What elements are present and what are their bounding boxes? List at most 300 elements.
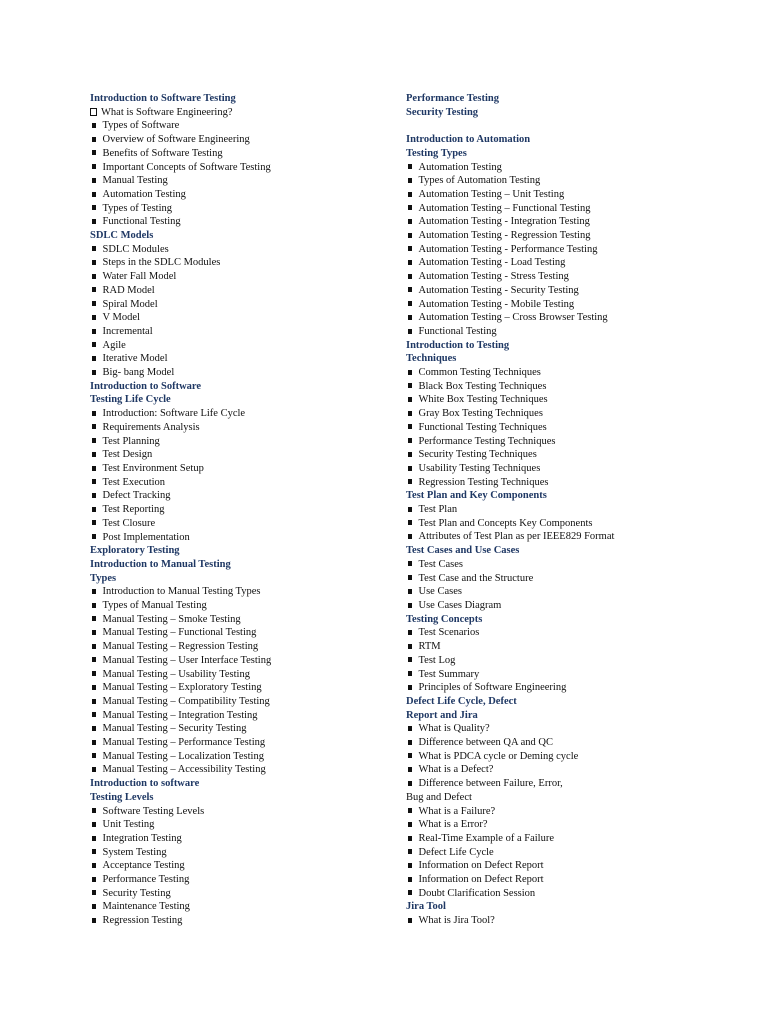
list-item-text: Principles of Software Engineering xyxy=(418,682,567,694)
left-column xyxy=(90,92,390,928)
list-item xyxy=(90,846,390,860)
list-item-text: Test Execution xyxy=(102,476,166,488)
list-item xyxy=(90,421,390,435)
list-item-text: Automation Testing – Cross Browser Testing xyxy=(418,312,608,324)
list-item-text: Maintenance Testing xyxy=(102,901,190,913)
list-item-text: Regression Testing Techniques xyxy=(418,476,549,488)
list-item xyxy=(406,599,736,613)
list-item xyxy=(90,270,390,284)
list-item xyxy=(406,435,736,449)
list-item-text: Automation Testing - Load Testing xyxy=(418,257,566,269)
square-bullet-icon xyxy=(408,164,412,169)
square-bullet-icon xyxy=(92,466,96,471)
square-bullet-icon xyxy=(408,301,412,306)
list-item-text: Test Design xyxy=(102,449,153,461)
list-item xyxy=(90,462,390,476)
list-item xyxy=(90,613,390,627)
list-item-text: Test Cases xyxy=(418,558,463,570)
list-item-text: Manual Testing – Functional Testing xyxy=(102,627,257,639)
list-item-text: Functional Testing xyxy=(102,216,181,228)
list-item-text: Manual Testing – Performance Testing xyxy=(102,737,266,749)
list-item xyxy=(90,243,390,257)
list-item-text: What is Software Engineering? xyxy=(101,106,233,118)
square-bullet-icon xyxy=(92,219,96,224)
list-item-text: Test Plan and Concepts Key Components xyxy=(418,517,593,529)
square-bullet-icon xyxy=(92,260,96,265)
square-bullet-icon xyxy=(92,137,96,142)
list-item-text: Types of Testing xyxy=(102,202,172,214)
square-bullet-icon xyxy=(92,479,96,484)
section-heading: Exploratory Testing xyxy=(90,545,180,557)
list-item-text: RTM xyxy=(418,641,441,653)
list-item xyxy=(90,503,390,517)
list-item xyxy=(90,325,390,339)
list-item-text: Test Planning xyxy=(102,435,160,447)
section-heading: Jira Tool xyxy=(406,901,446,913)
list-item-text: Test Reporting xyxy=(102,504,165,516)
list-item xyxy=(406,161,736,175)
list-item-text: Automation Testing – Unit Testing xyxy=(418,188,565,200)
square-bullet-icon xyxy=(408,397,412,402)
list-item xyxy=(90,626,390,640)
list-item xyxy=(406,517,736,531)
square-bullet-icon xyxy=(408,192,412,197)
section-heading: Testing Types xyxy=(406,147,467,159)
list-item xyxy=(90,133,390,147)
list-item xyxy=(406,832,736,846)
list-item-text: Automation Testing - Integration Testing xyxy=(418,216,590,228)
square-bullet-icon xyxy=(92,712,96,717)
square-bullet-icon xyxy=(92,123,96,128)
section-heading: Introduction to Software xyxy=(90,380,202,392)
list-item xyxy=(90,284,390,298)
list-item-text: Big- bang Model xyxy=(102,367,175,379)
square-bullet-icon xyxy=(92,603,96,608)
list-item xyxy=(406,873,736,887)
section-heading: Defect Life Cycle, Defect xyxy=(406,695,517,707)
list-item xyxy=(406,681,736,695)
square-bullet-icon xyxy=(92,329,96,334)
list-item-text: Unit Testing xyxy=(102,819,155,831)
list-item xyxy=(406,476,736,490)
list-item-text: Agile xyxy=(102,339,126,351)
list-item xyxy=(90,900,390,914)
list-item xyxy=(90,750,390,764)
list-item-text: Manual Testing – Integration Testing xyxy=(102,709,258,721)
list-item-text: Information on Defect Report xyxy=(418,860,544,872)
list-item-text: Security Testing xyxy=(102,887,171,899)
square-bullet-icon xyxy=(408,644,412,649)
list-item xyxy=(90,298,390,312)
list-item-text: Common Testing Techniques xyxy=(418,367,541,379)
square-bullet-icon xyxy=(408,452,412,457)
square-bullet-icon xyxy=(408,685,412,690)
list-item xyxy=(406,818,736,832)
list-item xyxy=(406,763,736,777)
square-bullet-icon xyxy=(92,904,96,909)
list-item xyxy=(406,722,736,736)
list-item xyxy=(90,873,390,887)
square-bullet-icon xyxy=(408,657,412,662)
list-item xyxy=(406,421,736,435)
list-item xyxy=(90,805,390,819)
list-item-text: Real-Time Example of a Failure xyxy=(418,832,554,844)
list-item xyxy=(406,654,736,668)
list-item-text: Performance Testing xyxy=(102,874,190,886)
list-item xyxy=(90,256,390,270)
square-bullet-icon xyxy=(92,438,96,443)
square-bullet-icon xyxy=(408,918,412,923)
square-bullet-icon xyxy=(408,849,412,854)
list-item-text: Manual Testing – Localization Testing xyxy=(102,750,264,762)
list-item xyxy=(406,366,736,380)
square-bullet-icon xyxy=(408,287,412,292)
section-heading: Introduction to software xyxy=(90,778,200,790)
list-item xyxy=(90,106,390,120)
list-item-text: Manual Testing – Usability Testing xyxy=(102,668,250,680)
list-item-text: RAD Model xyxy=(102,284,155,296)
list-item xyxy=(90,722,390,736)
list-item-text: V Model xyxy=(102,312,140,324)
list-item xyxy=(406,256,736,270)
list-item-text: Difference between Failure, Error, xyxy=(418,778,563,790)
list-item-text: Integration Testing xyxy=(102,832,182,844)
list-item xyxy=(90,832,390,846)
list-item xyxy=(406,530,736,544)
list-item xyxy=(90,147,390,161)
list-item xyxy=(406,558,736,572)
square-bullet-icon xyxy=(92,589,96,594)
list-item xyxy=(90,489,390,503)
square-bullet-icon xyxy=(408,863,412,868)
list-item xyxy=(406,791,736,805)
list-item-text: Gray Box Testing Techniques xyxy=(418,408,543,420)
square-bullet-icon xyxy=(92,452,96,457)
right-column xyxy=(406,92,736,928)
square-bullet-icon xyxy=(92,822,96,827)
list-item xyxy=(406,640,736,654)
list-item xyxy=(90,859,390,873)
list-item xyxy=(90,736,390,750)
square-bullet-icon xyxy=(408,575,412,580)
square-bullet-icon xyxy=(92,370,96,375)
list-item-text: Defect Tracking xyxy=(102,490,171,502)
list-item xyxy=(90,914,390,928)
section-heading: Testing Levels xyxy=(90,791,154,803)
list-item xyxy=(90,161,390,175)
list-item-text: System Testing xyxy=(102,846,167,858)
list-item-text: Test Summary xyxy=(418,668,480,680)
square-bullet-icon xyxy=(408,178,412,183)
list-item-text: SDLC Modules xyxy=(102,243,169,255)
square-bullet-icon xyxy=(92,205,96,210)
square-bullet-icon xyxy=(92,164,96,169)
list-item xyxy=(406,750,736,764)
square-bullet-icon xyxy=(92,836,96,841)
list-item xyxy=(406,270,736,284)
list-item-text: Attributes of Test Plan as per IEEE829 Format xyxy=(418,531,615,543)
section-heading: Report and Jira xyxy=(406,709,478,721)
list-item xyxy=(90,366,390,380)
list-item-text: Functional Testing xyxy=(418,325,497,337)
list-item xyxy=(90,435,390,449)
list-item-text: Requirements Analysis xyxy=(102,421,200,433)
list-item-text: Types of Software xyxy=(102,120,180,132)
list-item-text: Usability Testing Techniques xyxy=(418,462,541,474)
square-bullet-icon xyxy=(92,918,96,923)
list-item xyxy=(90,695,390,709)
section-heading: Test Plan and Key Components xyxy=(406,490,547,502)
square-bullet-icon xyxy=(92,534,96,539)
list-item xyxy=(406,859,736,873)
spacer xyxy=(406,119,736,133)
list-item xyxy=(90,585,390,599)
list-item xyxy=(90,531,390,545)
list-item xyxy=(406,298,736,312)
square-bullet-icon xyxy=(92,726,96,731)
list-item xyxy=(90,681,390,695)
list-item-text: Manual Testing – Security Testing xyxy=(102,723,247,735)
square-bullet-icon xyxy=(92,767,96,772)
square-bullet-icon xyxy=(408,671,412,676)
square-bullet-icon xyxy=(408,836,412,841)
list-item-text: Test Environment Setup xyxy=(102,462,204,474)
square-bullet-icon xyxy=(408,438,412,443)
list-item xyxy=(406,462,736,476)
square-bullet-icon xyxy=(92,493,96,498)
square-bullet-icon xyxy=(408,890,412,895)
list-item-text: Benefits of Software Testing xyxy=(102,147,223,159)
list-item-text: Functional Testing Techniques xyxy=(418,421,547,433)
section-heading: Testing Life Cycle xyxy=(90,394,171,406)
square-bullet-icon xyxy=(92,616,96,621)
list-item-text: Regression Testing xyxy=(102,915,183,927)
square-bullet-icon xyxy=(408,479,412,484)
square-bullet-icon xyxy=(408,781,412,786)
list-item-text: What is a Failure? xyxy=(418,805,496,817)
section-heading: Introduction to Manual Testing xyxy=(90,558,231,570)
list-item-text: Automation Testing - Security Testing xyxy=(418,284,579,296)
list-item xyxy=(406,626,736,640)
square-bullet-icon xyxy=(408,630,412,635)
square-bullet-icon xyxy=(408,315,412,320)
square-bullet-icon xyxy=(92,342,96,347)
square-bullet-icon xyxy=(92,657,96,662)
list-item xyxy=(90,215,390,229)
list-item xyxy=(90,887,390,901)
list-item xyxy=(406,805,736,819)
list-item-text: Automation Testing xyxy=(418,161,502,173)
section-heading: Security Testing xyxy=(406,106,479,118)
section-heading: SDLC Models xyxy=(90,230,154,242)
list-item-text: Performance Testing Techniques xyxy=(418,435,556,447)
square-bullet-icon xyxy=(92,411,96,416)
list-item-text: Incremental xyxy=(102,325,153,337)
list-item-text: Steps in the SDLC Modules xyxy=(102,257,221,269)
list-item xyxy=(90,407,390,421)
section-heading: Introduction to Testing xyxy=(406,339,510,351)
square-bullet-icon xyxy=(408,260,412,265)
list-item-text: Manual Testing – Regression Testing xyxy=(102,641,259,653)
square-bullet-icon xyxy=(408,534,412,539)
square-bullet-icon xyxy=(408,219,412,224)
list-item xyxy=(406,503,736,517)
square-bullet-icon xyxy=(408,520,412,525)
list-item-text: Automation Testing - Mobile Testing xyxy=(418,298,575,310)
list-item xyxy=(406,380,736,394)
list-item xyxy=(406,846,736,860)
square-bullet-icon xyxy=(408,822,412,827)
list-item xyxy=(90,668,390,682)
list-item xyxy=(406,393,736,407)
list-item xyxy=(406,777,736,791)
section-heading: Introduction to Software Testing xyxy=(90,93,236,104)
list-item-text: Automation Testing xyxy=(102,188,186,200)
list-item-text: Iterative Model xyxy=(102,353,168,365)
list-item-text: Use Cases Diagram xyxy=(418,600,502,611)
section-heading: Types xyxy=(90,572,117,584)
list-item xyxy=(90,640,390,654)
square-bullet-icon xyxy=(92,699,96,704)
list-item-text: Types of Manual Testing xyxy=(102,600,207,612)
square-bullet-icon xyxy=(92,507,96,512)
list-item-text: Test Log xyxy=(418,654,456,666)
square-bullet-icon xyxy=(92,630,96,635)
list-item-text: Test Scenarios xyxy=(418,627,480,639)
list-item xyxy=(406,325,736,339)
list-item xyxy=(406,311,736,325)
list-item-text: Acceptance Testing xyxy=(102,860,185,872)
list-item-text: Defect Life Cycle xyxy=(418,846,494,858)
square-bullet-icon xyxy=(92,301,96,306)
list-item-text: Introduction: Software Life Cycle xyxy=(102,408,246,420)
square-bullet-icon xyxy=(92,808,96,813)
list-item xyxy=(90,352,390,366)
square-bullet-icon xyxy=(92,424,96,429)
square-bullet-icon xyxy=(408,466,412,471)
list-item-text: Test Closure xyxy=(102,517,156,529)
list-item xyxy=(90,654,390,668)
list-item-text: Manual Testing – User Interface Testing xyxy=(102,654,272,666)
square-bullet-icon xyxy=(92,150,96,155)
list-item-text: Information on Defect Report xyxy=(418,874,544,886)
list-item-text: Manual Testing – Smoke Testing xyxy=(102,613,241,625)
list-item-text: Important Concepts of Software Testing xyxy=(102,161,271,173)
list-item-text: Bug and Defect xyxy=(406,791,472,803)
list-item-text: Introduction to Manual Testing Types xyxy=(102,586,261,598)
list-item xyxy=(406,174,736,188)
list-item-text: Doubt Clarification Session xyxy=(418,887,536,899)
list-item-text: What is a Error? xyxy=(418,819,488,831)
square-bullet-icon xyxy=(92,740,96,745)
square-bullet-icon xyxy=(408,753,412,758)
list-item xyxy=(406,668,736,682)
list-item xyxy=(406,243,736,257)
square-bullet-icon xyxy=(408,726,412,731)
list-item-text: What is Jira Tool? xyxy=(418,915,495,927)
square-bullet-icon xyxy=(408,767,412,772)
list-item xyxy=(406,229,736,243)
square-bullet-icon xyxy=(92,192,96,197)
square-bullet-icon xyxy=(408,246,412,251)
list-item-text: Automation Testing - Performance Testing xyxy=(418,243,598,255)
section-heading: Introduction to Automation xyxy=(406,134,531,146)
list-item xyxy=(406,887,736,901)
list-item xyxy=(90,599,390,613)
list-item xyxy=(406,585,736,599)
list-item xyxy=(406,448,736,462)
list-item-text: Security Testing Techniques xyxy=(418,449,537,461)
square-bullet-icon xyxy=(92,246,96,251)
list-item xyxy=(406,188,736,202)
square-bullet-icon xyxy=(92,520,96,525)
list-item xyxy=(90,709,390,723)
square-bullet-icon xyxy=(408,561,412,566)
square-bullet-icon xyxy=(92,315,96,320)
square-bullet-icon xyxy=(92,178,96,183)
section-heading: Techniques xyxy=(406,353,457,365)
list-item-text: Manual Testing – Exploratory Testing xyxy=(102,682,262,694)
list-item-text: Difference between QA and QC xyxy=(418,737,554,749)
square-bullet-icon xyxy=(408,370,412,375)
list-item xyxy=(90,763,390,777)
list-item xyxy=(90,448,390,462)
square-bullet-icon xyxy=(408,233,412,238)
list-item xyxy=(406,736,736,750)
list-item xyxy=(90,476,390,490)
list-item-text: What is Quality? xyxy=(418,723,490,735)
square-bullet-icon xyxy=(408,740,412,745)
square-bullet-icon xyxy=(92,753,96,758)
list-item xyxy=(90,188,390,202)
list-item-text: White Box Testing Techniques xyxy=(418,394,548,406)
list-item-text: Manual Testing xyxy=(102,175,168,187)
square-bullet-icon xyxy=(92,877,96,882)
box-bullet-icon xyxy=(90,108,97,116)
list-item xyxy=(90,517,390,531)
list-item-text: Automation Testing - Regression Testing xyxy=(418,230,591,242)
list-item-text: Automation Testing - Stress Testing xyxy=(418,271,569,283)
square-bullet-icon xyxy=(92,274,96,279)
square-bullet-icon xyxy=(92,287,96,292)
list-item xyxy=(90,202,390,216)
square-bullet-icon xyxy=(408,877,412,882)
list-item-text: Manual Testing – Compatibility Testing xyxy=(102,695,270,707)
square-bullet-icon xyxy=(92,849,96,854)
square-bullet-icon xyxy=(92,356,96,361)
section-heading: Performance Testing xyxy=(406,93,500,104)
list-item-text: Use Cases xyxy=(418,586,462,598)
square-bullet-icon xyxy=(408,329,412,334)
list-item-text: Overview of Software Engineering xyxy=(102,134,250,146)
list-item xyxy=(90,119,390,133)
list-item xyxy=(406,202,736,216)
list-item-text: What is PDCA cycle or Deming cycle xyxy=(418,750,579,762)
list-item-text: Test Plan xyxy=(418,504,458,516)
list-item-text: Manual Testing – Accessibility Testing xyxy=(102,764,266,776)
section-heading: Test Cases and Use Cases xyxy=(406,545,520,557)
square-bullet-icon xyxy=(408,589,412,594)
list-item-text: Black Box Testing Techniques xyxy=(418,380,547,392)
list-item-text: Automation Testing – Functional Testing xyxy=(418,202,591,214)
list-item xyxy=(90,818,390,832)
square-bullet-icon xyxy=(408,507,412,512)
list-item xyxy=(90,174,390,188)
list-item xyxy=(406,407,736,421)
list-item-text: Types of Automation Testing xyxy=(418,175,541,187)
square-bullet-icon xyxy=(408,205,412,210)
list-item-text: What is a Defect? xyxy=(418,764,494,776)
